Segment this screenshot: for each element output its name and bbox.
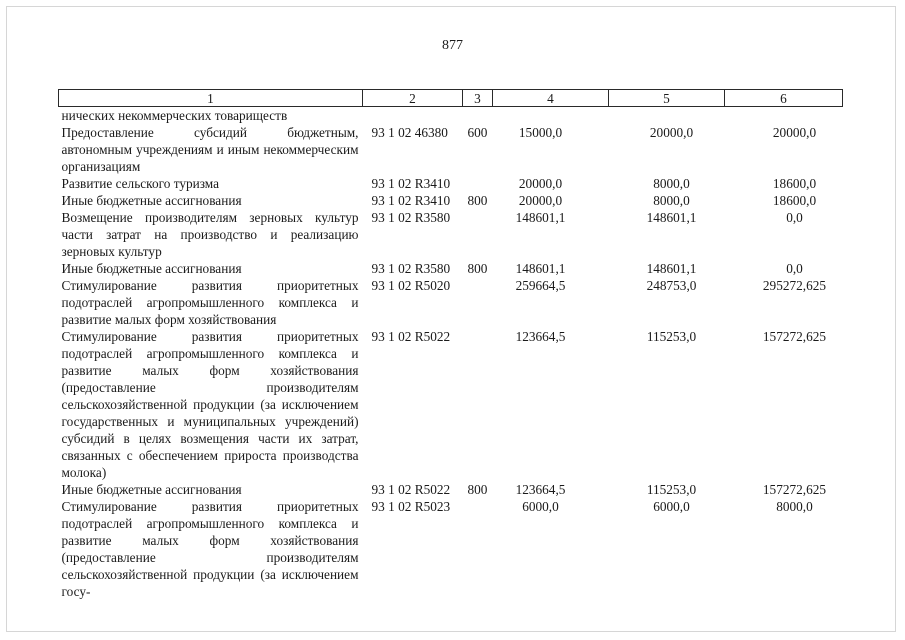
row-expense-type: 800 (467, 482, 488, 497)
row-value-year1: 20000,0 (518, 176, 563, 191)
page-number: 877 (442, 38, 463, 53)
row-name: Иные бюджетные ассигнования (61, 482, 242, 497)
row-value-year3: 20000,0 (772, 125, 817, 140)
row-code (363, 107, 463, 125)
column-header-6: 6 (725, 90, 843, 107)
row-expense-type: 800 (467, 261, 488, 276)
row-code: 93 1 02 R5022 (371, 482, 451, 497)
row-code: 93 1 02 R5020 (371, 278, 451, 293)
row-name: Иные бюджетные ассигнования (61, 261, 242, 276)
table-row (59, 498, 843, 600)
column-header-1: 1 (59, 90, 363, 107)
row-value-year3: 18600,0 (772, 193, 817, 208)
row-value-year3 (725, 107, 843, 125)
row-name: Предоставление субсидий бюджетным, автономным учреждениям и иным некоммерческим организациям (61, 125, 359, 174)
row-code: 93 1 02 R3580 (371, 261, 451, 276)
row-value-year2: 248753,0 (646, 278, 697, 293)
row-expense-type (463, 107, 493, 125)
row-name: Стимулирование развития приоритетных подотраслей агропромышленного комплекса и развитие малых форм хозяйствования (предоставление производителям сельскохозяйственной продукции (за исключением государственных и муниципальных учреждений) субсидий в целях возмещения части их затрат, связанных с обеспечением прироста производства молока) (61, 329, 359, 480)
table-row (59, 260, 843, 277)
row-value-year1: 148601,1 (515, 261, 566, 276)
row-name: Стимулирование развития приоритетных подотраслей агропромышленного комплекса и развитие малых форм хозяйствования (61, 278, 359, 327)
row-name: Развитие сельского туризма (61, 176, 220, 191)
row-expense-type (463, 175, 493, 192)
row-name: Возмещение производителям зерновых культур части затрат на производство и реализацию зерновых культур (61, 210, 359, 259)
row-value-year2: 148601,1 (646, 210, 697, 225)
table-row (59, 328, 843, 481)
row-expense-type (463, 498, 493, 600)
column-header-3: 3 (463, 90, 493, 107)
table-row (59, 209, 843, 260)
row-value-year1: 259664,5 (515, 278, 566, 293)
row-value-year1: 148601,1 (515, 210, 566, 225)
row-value-year3: 18600,0 (772, 176, 817, 191)
row-expense-type (463, 328, 493, 481)
column-header-4: 4 (493, 90, 609, 107)
row-value-year2: 115253,0 (646, 329, 697, 344)
row-name: нических некоммерческих товариществ (61, 108, 288, 123)
row-value-year1: 123664,5 (515, 482, 566, 497)
table-row (59, 277, 843, 328)
row-value-year2: 6000,0 (653, 499, 690, 514)
budget-table (58, 89, 843, 600)
row-value-year3: 0,0 (786, 210, 803, 225)
row-code: 93 1 02 R3410 (371, 193, 451, 208)
table-row (59, 481, 843, 498)
row-value-year3: 157272,625 (762, 482, 827, 497)
column-header-2: 2 (363, 90, 463, 107)
column-number-row (59, 90, 843, 107)
table-row (59, 175, 843, 192)
row-expense-type (463, 277, 493, 328)
row-expense-type: 600 (467, 125, 488, 140)
row-value-year1: 15000,0 (518, 125, 563, 140)
row-code: 93 1 02 R5022 (371, 329, 451, 344)
table-row (59, 124, 843, 175)
table-row (59, 192, 843, 209)
row-name: Стимулирование развития приоритетных подотраслей агропромышленного комплекса и развитие малых форм хозяйствования (предоставление производителям сельскохозяйственной продукции (за исключением госу- (61, 499, 359, 599)
row-code: 93 1 02 R3580 (371, 210, 451, 225)
row-value-year1 (493, 107, 609, 125)
row-value-year3: 157272,625 (762, 329, 827, 344)
row-code: 93 1 02 R5023 (371, 499, 451, 514)
row-value-year2 (609, 107, 725, 125)
row-value-year1: 123664,5 (515, 329, 566, 344)
row-code: 93 1 02 46380 (371, 125, 448, 140)
row-value-year2: 20000,0 (649, 125, 694, 140)
table-row (59, 107, 843, 125)
row-expense-type (463, 209, 493, 260)
row-value-year2: 148601,1 (646, 261, 697, 276)
row-value-year2: 115253,0 (646, 482, 697, 497)
row-value-year2: 8000,0 (653, 176, 690, 191)
row-value-year3: 0,0 (786, 261, 803, 276)
row-value-year2: 8000,0 (653, 193, 690, 208)
row-code: 93 1 02 R3410 (371, 176, 451, 191)
row-value-year1: 6000,0 (522, 499, 559, 514)
row-value-year1: 20000,0 (518, 193, 563, 208)
row-value-year3: 295272,625 (762, 278, 827, 293)
column-header-5: 5 (609, 90, 725, 107)
row-name: Иные бюджетные ассигнования (61, 193, 242, 208)
row-expense-type: 800 (467, 193, 488, 208)
row-value-year3: 8000,0 (776, 499, 813, 514)
